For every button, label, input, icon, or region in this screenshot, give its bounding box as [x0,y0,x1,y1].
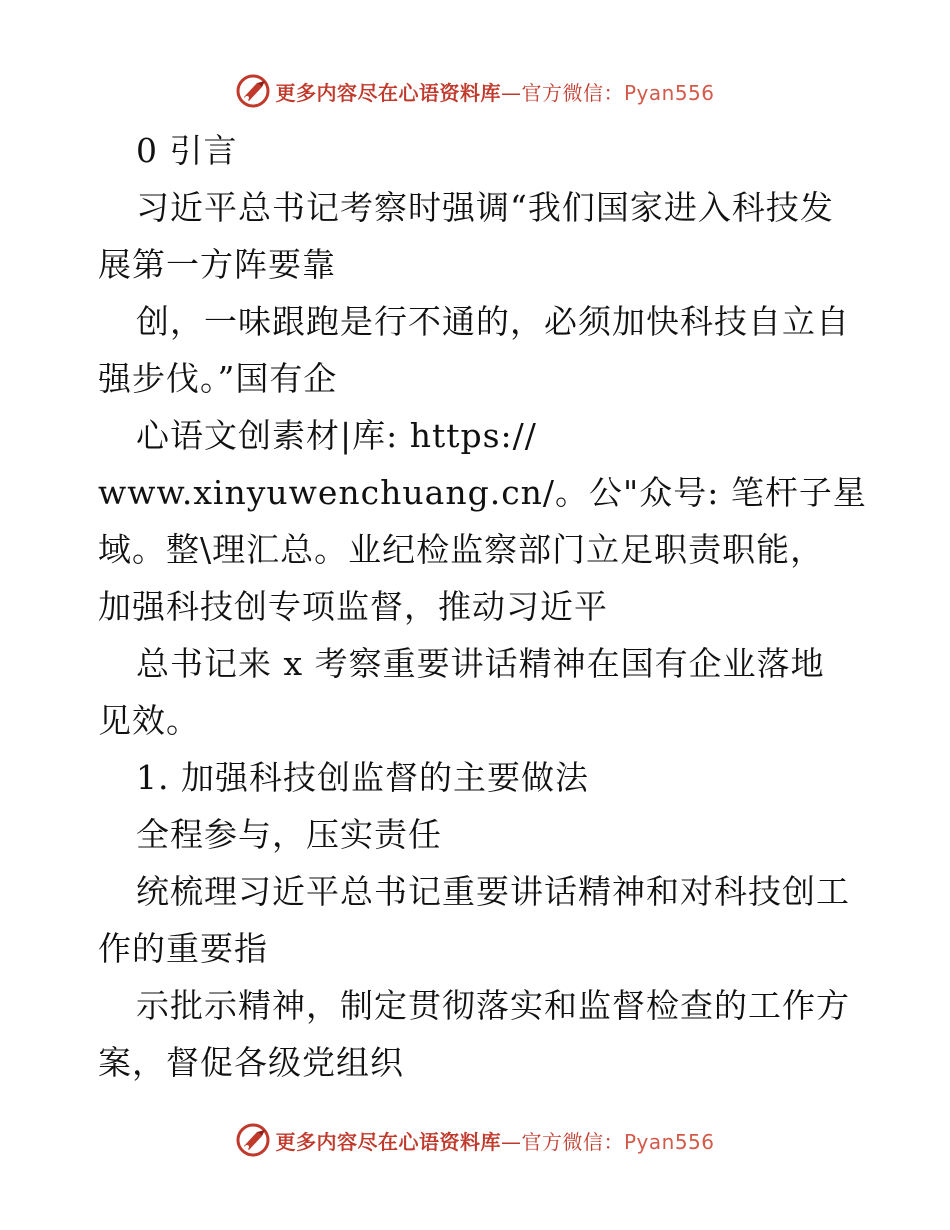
paragraph-line: 加强科技创专项监督，推动习近平 [98,587,608,626]
paragraph-line: 作的重要指 [98,929,268,968]
watermark-wechat-id: Pyan556 [623,80,715,105]
logo-icon [235,73,271,109]
paragraph-line: 强步伐。”国有企 [98,359,338,398]
paragraph-line: 创，一味跟跑是行不通的，必须加快科技自立自 [136,302,850,341]
footer-watermark [0,1118,950,1162]
paragraph-line: 总书记来 x 考察重要讲话精神在国有企业落地 [136,644,825,683]
watermark-dash: — [500,1129,522,1154]
paragraph-line: 见效。 [98,701,200,740]
paragraph-line: 案，督促各级党组织 [98,1043,404,1082]
watermark-dash: — [500,80,522,105]
logo-icon [235,1122,271,1158]
paragraph-line: 展第一方阵要靠 [98,245,336,284]
watermark-wechat-label: 官方微信： [521,80,624,105]
section-heading: 1. 加强科技创监督的主要做法 [136,758,589,797]
watermark-wechat-id: Pyan556 [623,1129,715,1154]
section-heading: 0 引言 [136,131,238,170]
header-watermark [0,69,950,113]
watermark-text: 更多内容尽在心语资料库 [275,1129,501,1154]
paragraph-line: 统梳理习近平总书记重要讲话精神和对科技创工 [136,872,850,911]
paragraph-line: 心语文创素材|库: https:// [136,416,537,455]
paragraph-line: 习近平总书记考察时强调“我们国家进入科技发 [136,188,834,227]
paragraph-line: 示批示精神，制定贯彻落实和监督检查的工作方 [136,986,850,1025]
subsection-heading: 全程参与，压实责任 [136,815,442,854]
watermark-text: 更多内容尽在心语资料库 [275,80,501,105]
paragraph-line: www.xinyuwenchuang.cn/。公"众号: 笔杆子星 [98,473,867,512]
document-body [98,122,867,1091]
watermark-wechat-label: 官方微信： [521,1129,624,1154]
paragraph-line: 域。整\理汇总。业纪检监察部门立足职责职能， [98,530,825,569]
